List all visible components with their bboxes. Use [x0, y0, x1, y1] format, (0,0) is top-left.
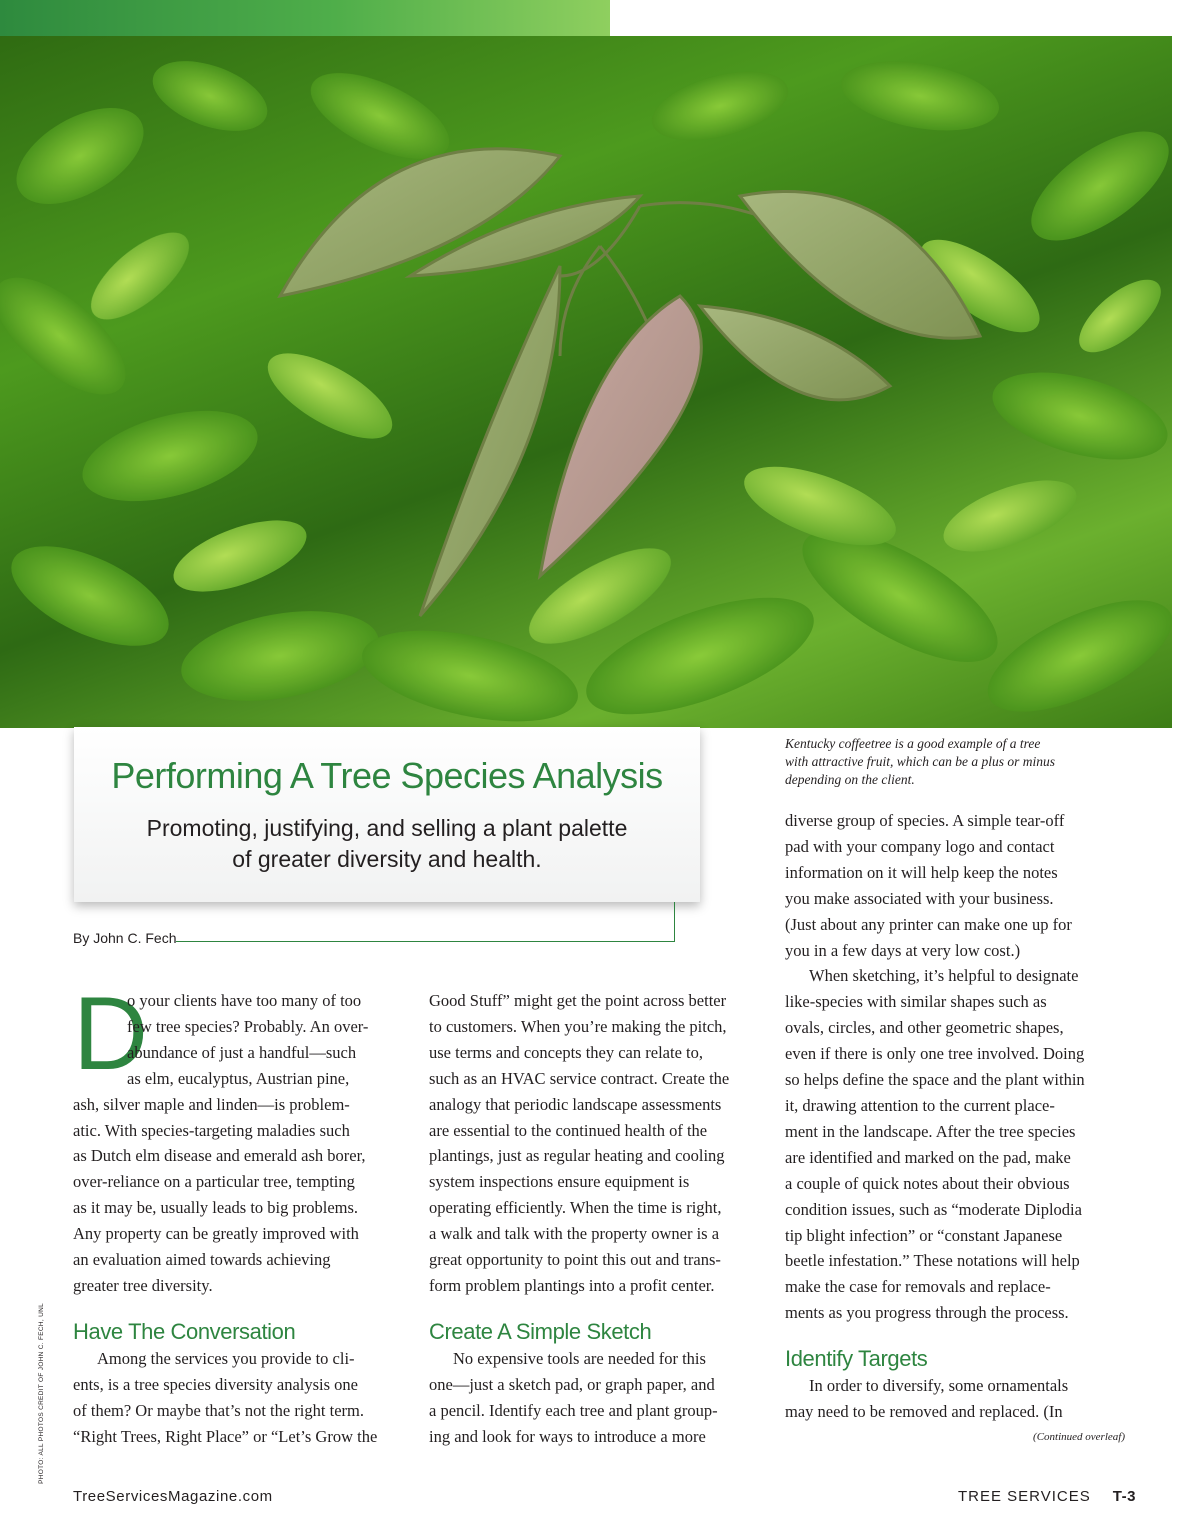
- text-line: Among the services you provide to cli-: [97, 1348, 355, 1368]
- text-line: over-reliance on a particular tree, tempting: [73, 1172, 355, 1192]
- paragraph: [785, 1373, 1125, 1425]
- text-line: it, drawing attention to the current place-: [785, 1095, 1055, 1115]
- text-line: condition issues, such as “moderate Diplodia: [785, 1199, 1082, 1219]
- text-line: are essential to the continued health of the: [429, 1120, 708, 1140]
- hero-photo: [0, 36, 1172, 728]
- section-heading: Create A Simple Sketch: [429, 1318, 652, 1344]
- text-line: one—just a sketch pad, or graph paper, and: [429, 1374, 715, 1394]
- text-line: so helps define the space and the plant within: [785, 1070, 1085, 1090]
- text-line: operating efficiently. When the time is right,: [429, 1198, 722, 1218]
- byline-rule-vertical: [674, 902, 675, 942]
- section-heading: Identify Targets: [785, 1346, 928, 1372]
- article-title: Performing A Tree Species Analysis: [111, 755, 663, 796]
- column-3: [785, 808, 1125, 1447]
- text-line: make the case for removals and replace-: [785, 1277, 1051, 1297]
- text-line: plantings, just as regular heating and cooling: [429, 1146, 725, 1166]
- paragraph: [785, 808, 1125, 963]
- byline-rule-horizontal: [176, 941, 675, 942]
- intro-paragraph: [73, 976, 403, 1299]
- text-line: a pencil. Identify each tree and plant group-: [429, 1400, 718, 1420]
- section-heading: Have The Conversation: [73, 1318, 296, 1344]
- text-line: as Dutch elm disease and emerald ash borer,: [73, 1146, 366, 1166]
- text-line: you make associated with your business.: [785, 888, 1054, 908]
- drop-cap: D: [73, 976, 149, 1092]
- text-line: ment in the landscape. After the tree species: [785, 1121, 1076, 1141]
- title-box: [74, 727, 700, 902]
- text-line: as elm, eucalyptus, Austrian pine,: [127, 1068, 350, 1088]
- text-line: such as an HVAC service contract. Create the: [429, 1068, 730, 1088]
- text-line: to customers. When you’re making the pitch,: [429, 1016, 727, 1036]
- text-line: atic. With species-targeting maladies such: [73, 1120, 350, 1140]
- text-line: few tree species? Probably. An over-: [127, 1016, 369, 1036]
- column-2: [429, 988, 759, 1449]
- paragraph: [429, 1346, 759, 1450]
- text-line: information on it will help keep the notes: [785, 862, 1058, 882]
- text-line: as it may be, usually leads to big problems.: [73, 1198, 359, 1218]
- text-line: may need to be removed and replaced. (In: [785, 1401, 1063, 1421]
- text-line: analogy that periodic landscape assessments: [429, 1094, 722, 1114]
- subtitle-line: Promoting, justifying, and selling a plant palette: [146, 815, 628, 841]
- caption-line: with attractive fruit, which can be a plus or minus: [785, 754, 1055, 769]
- footer-website: TreeServicesMagazine.com: [73, 1488, 273, 1505]
- text-line: “Right Trees, Right Place” or “Let’s Grow the: [73, 1426, 378, 1446]
- text-line: system inspections ensure equipment is: [429, 1172, 690, 1192]
- subtitle-line: of greater diversity and health.: [232, 846, 542, 872]
- caption-line: Kentucky coffeetree is a good example of a tree: [785, 736, 1041, 751]
- page-number: T-3: [1112, 1488, 1136, 1505]
- text-line: pad with your company logo and contact: [785, 836, 1055, 856]
- byline: By John C. Fech: [73, 930, 177, 946]
- text-line: a couple of quick notes about their obvious: [785, 1173, 1070, 1193]
- article-subtitle: [74, 813, 700, 875]
- text-line: ash, silver maple and linden—is problem-: [73, 1094, 350, 1114]
- text-line: form problem plantings into a profit center.: [429, 1275, 715, 1295]
- text-line: (Just about any printer can make one up for: [785, 914, 1072, 934]
- text-line: you in a few days at very low cost.): [785, 940, 1021, 960]
- text-line: even if there is only one tree involved. Doing: [785, 1044, 1085, 1064]
- caption-line: depending on the client.: [785, 772, 915, 787]
- text-line: tip blight infection” or “constant Japanese: [785, 1225, 1063, 1245]
- text-line: When sketching, it’s helpful to designate: [809, 966, 1079, 986]
- text-line: like-species with similar shapes such as: [785, 992, 1047, 1012]
- paragraph: [785, 963, 1125, 1326]
- text-line: In order to diversify, some ornamentals: [809, 1376, 1069, 1396]
- text-line: of them? Or maybe that’s not the right term.: [73, 1400, 364, 1420]
- text-line: a walk and talk with the property owner is a: [429, 1224, 720, 1244]
- text-line: ing and look for ways to introduce a more: [429, 1426, 706, 1446]
- text-line: beetle infestation.” These notations will help: [785, 1251, 1080, 1271]
- photo-credit: PHOTO: ALL PHOTOS CREDIT OF JOHN C. FECH, UNL: [38, 1303, 45, 1484]
- text-line: greater tree diversity.: [73, 1275, 213, 1295]
- text-line: o your clients have too many of too: [127, 991, 362, 1010]
- text-line: ents, is a tree species diversity analysis one: [73, 1374, 359, 1394]
- column-1: [73, 976, 403, 1449]
- text-line: use terms and concepts they can relate to,: [429, 1042, 703, 1062]
- text-line: No expensive tools are needed for this: [453, 1348, 706, 1368]
- footer-folio: [958, 1488, 1136, 1505]
- text-line: are identified and marked on the pad, make: [785, 1147, 1071, 1167]
- text-line: diverse group of species. A simple tear-off: [785, 811, 1065, 830]
- text-line: abundance of just a handful—such: [127, 1042, 357, 1062]
- text-line: an evaluation aimed towards achieving: [73, 1250, 331, 1270]
- text-line: ments as you progress through the process.: [785, 1303, 1069, 1323]
- text-line: ovals, circles, and other geometric shapes,: [785, 1018, 1064, 1038]
- photo-caption: [785, 735, 1115, 789]
- paragraph: [73, 1346, 403, 1450]
- text-line: Good Stuff” might get the point across better: [429, 991, 727, 1010]
- paragraph: [429, 988, 759, 1299]
- text-line: great opportunity to point this out and trans-: [429, 1250, 721, 1270]
- continued-note: (Continued overleaf): [1033, 1430, 1125, 1443]
- text-line: Any property can be greatly improved with: [73, 1224, 359, 1244]
- footer-magazine: TREE SERVICES: [958, 1488, 1091, 1505]
